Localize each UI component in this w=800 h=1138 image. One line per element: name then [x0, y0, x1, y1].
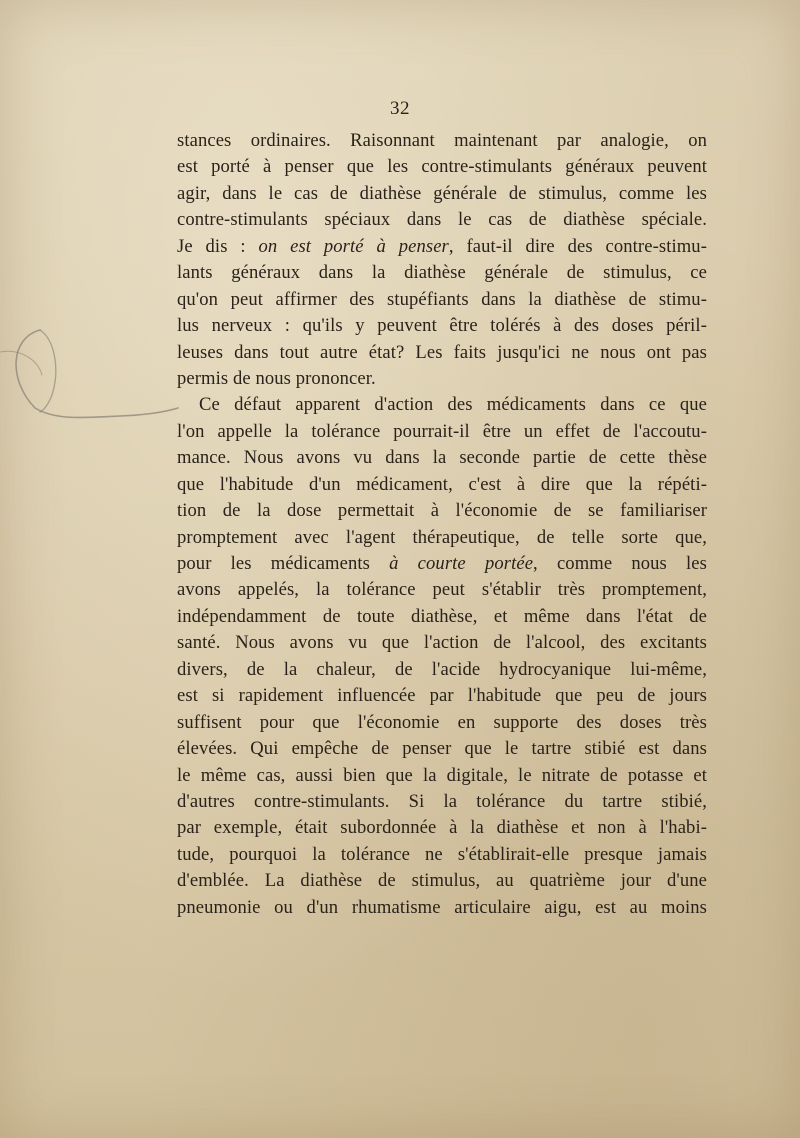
text-segment: tude, pourquoi la tolérance ne s'établirait-elle presque jamais [177, 843, 707, 865]
pencil-bracket-mark-icon [0, 320, 180, 430]
text-segment: , faut-il dire des contre-stimu- [448, 235, 707, 257]
text-segment: santé. Nous avons vu que l'action de l'alcool, des excitants [177, 632, 707, 654]
text-segment: promptement avec l'agent thérapeutique, de telle sorte que, [177, 526, 707, 548]
text-line [177, 260, 707, 286]
text-line [177, 340, 707, 366]
body-text [177, 128, 707, 921]
text-segment: est porté à penser que les contre-stimulants généraux peuvent [177, 156, 707, 178]
text-line [177, 313, 707, 339]
text-line [177, 657, 707, 683]
text-segment: , comme nous les [533, 553, 707, 574]
text-segment: d'emblée. La diathèse de stimulus, au quatrième jour d'une [177, 870, 707, 892]
text-segment: indépendamment de toute diathèse, et même dans l'état de [177, 605, 707, 627]
italic-phrase: à courte portée [389, 553, 534, 574]
text-line [177, 815, 707, 841]
text-line [177, 472, 707, 498]
text-segment: permis de nous prononcer. [177, 367, 376, 389]
text-segment: par exemple, était subordonnée à la diathèse et non à l'habi- [177, 817, 707, 839]
text-line [177, 842, 707, 868]
text-segment: agir, dans le cas de diathèse générale de stimulus, comme les [177, 182, 707, 204]
text-line [177, 868, 707, 894]
text-line [177, 710, 707, 736]
text-segment: l'on appelle la tolérance pourrait-il être un effet de l'accoutu- [177, 420, 707, 442]
text-line [177, 736, 707, 762]
text-segment: qu'on peut affirmer des stupéfiants dans la diathèse de stimu- [177, 288, 707, 310]
text-segment: contre-stimulants spéciaux dans le cas de diathèse spéciale. [177, 209, 707, 231]
text-line [177, 207, 707, 233]
text-line [177, 392, 707, 418]
text-line [177, 181, 707, 207]
text-line [177, 525, 707, 551]
text-segment: le même cas, aussi bien que la digitale, le nitrate de potasse et [177, 764, 707, 786]
text-line [177, 234, 707, 260]
text-line [177, 419, 707, 445]
text-segment: que l'habitude d'un médicament, c'est à dire que la répéti- [177, 473, 707, 495]
text-segment: lants généraux dans la diathèse générale de stimulus, ce [177, 262, 707, 284]
page-number: 32 [390, 98, 410, 119]
text-line [177, 154, 707, 180]
text-line [177, 366, 707, 392]
text-line [177, 604, 707, 630]
text-segment: mance. Nous avons vu dans la seconde partie de cette thèse [177, 447, 707, 469]
text-segment: est si rapidement influencée par l'habitude que peu de jours [177, 685, 707, 707]
text-line [177, 630, 707, 656]
text-segment: divers, de la chaleur, de l'acide hydrocyanique lui-même, [177, 658, 707, 680]
text-line [177, 895, 707, 921]
text-line [177, 551, 707, 577]
text-line [177, 498, 707, 524]
italic-phrase: on est porté à penser [258, 235, 449, 257]
text-segment: leuses dans tout autre état? Les faits jusqu'ici ne nous ont pas [177, 341, 707, 363]
text-segment: avons appelés, la tolérance peut s'établir très promptement, [177, 579, 707, 601]
text-line [177, 577, 707, 603]
text-segment: pneumonie ou d'un rhumatisme articulaire aigu, est au moins [177, 896, 707, 918]
text-segment: élevées. Qui empêche de penser que le tartre stibié est dans [177, 738, 707, 760]
text-segment: stances ordinaires. Raisonnant maintenant par analogie, on [177, 130, 707, 151]
text-segment: d'autres contre-stimulants. Si la tolérance du tartre stibié, [177, 790, 707, 812]
text-line [177, 445, 707, 471]
text-segment: tion de la dose permettait à l'économie de se familiariser [177, 500, 707, 522]
text-segment: suffisent pour que l'économie en supporte des doses très [177, 711, 707, 733]
text-line [177, 763, 707, 789]
text-segment: pour les médicaments [177, 553, 390, 574]
text-line [177, 128, 707, 154]
text-line [177, 789, 707, 815]
text-segment: Ce défaut apparent d'action des médicaments dans ce que [199, 394, 707, 416]
text-line [177, 287, 707, 313]
text-segment: lus nerveux : qu'ils y peuvent être tolérés à des doses péril- [177, 315, 707, 337]
text-line [177, 683, 707, 709]
text-segment: Je dis : [177, 235, 259, 257]
